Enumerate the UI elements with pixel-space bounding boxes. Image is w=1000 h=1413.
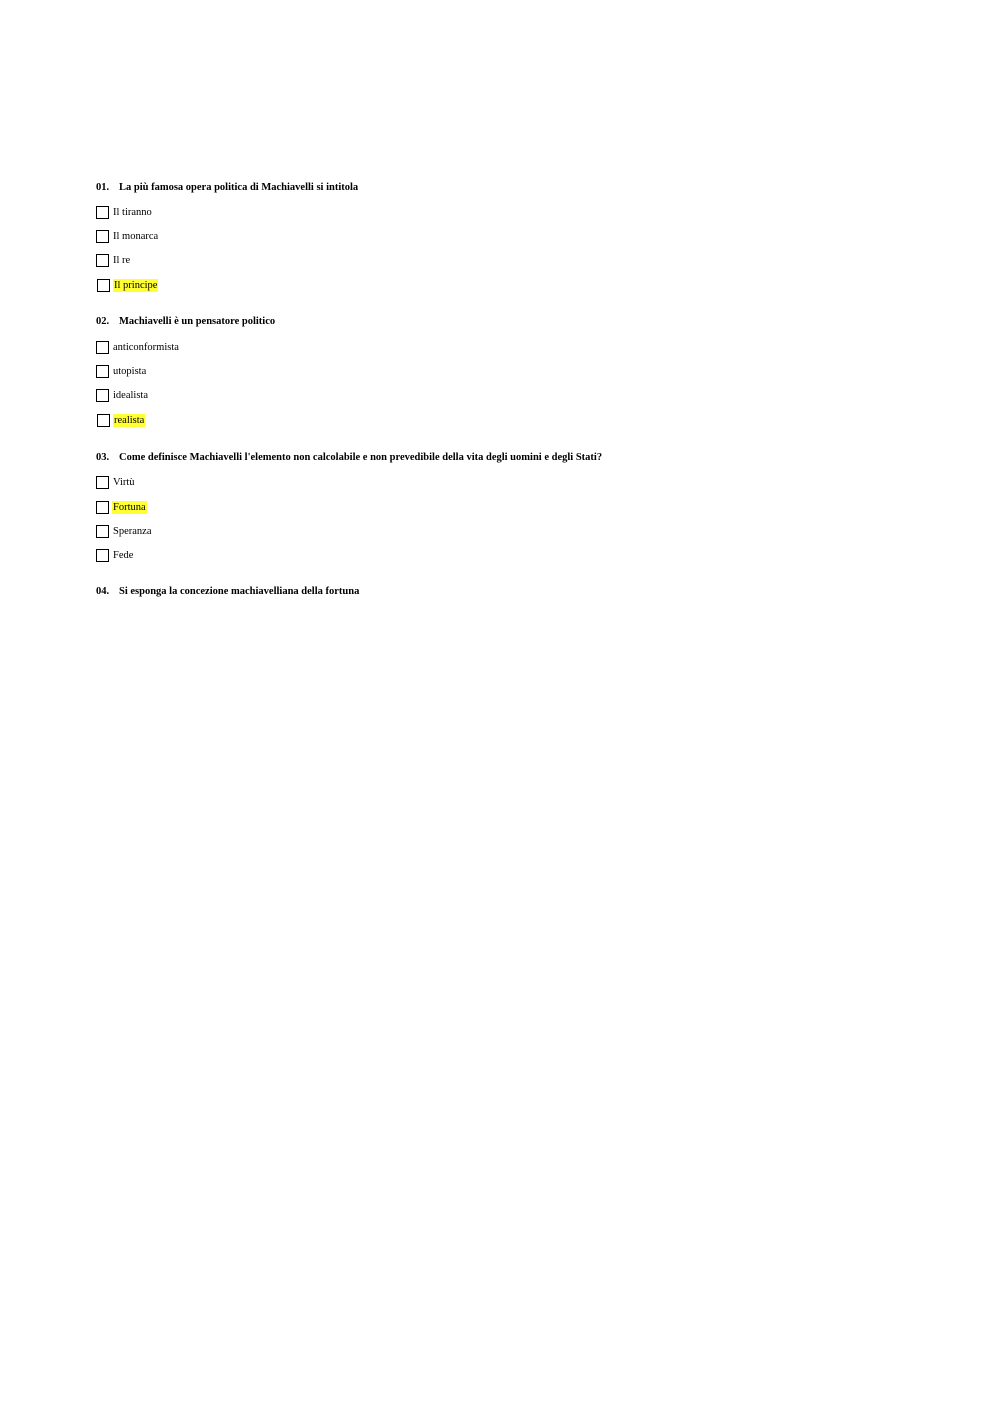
option-label: Fede: [113, 549, 134, 561]
checkbox[interactable]: [96, 476, 109, 489]
option-utopista[interactable]: [96, 363, 147, 379]
checkbox[interactable]: [97, 414, 110, 427]
option-label: Il re: [113, 254, 131, 266]
checkbox[interactable]: [96, 549, 109, 562]
question-text: Si esponga la concezione machiavelliana della fortuna: [119, 586, 360, 597]
option-idealista[interactable]: [96, 387, 149, 403]
checkbox[interactable]: [96, 365, 109, 378]
question-03: [96, 451, 602, 465]
option-il-monarca[interactable]: [96, 228, 159, 244]
checkbox[interactable]: [96, 206, 109, 219]
question-number: 03.: [96, 452, 110, 463]
option-realista[interactable]: [96, 412, 145, 428]
option-label: utopista: [113, 365, 147, 377]
option-label: Il tiranno: [113, 206, 152, 218]
checkbox[interactable]: [96, 501, 109, 514]
option-label-highlighted: Fortuna: [113, 501, 146, 513]
question-02: [96, 315, 275, 329]
option-label: anticonformista: [113, 341, 179, 353]
question-number: 01.: [96, 182, 110, 193]
checkbox[interactable]: [96, 525, 109, 538]
option-label: Speranza: [113, 525, 152, 537]
option-label: idealista: [113, 389, 148, 401]
question-text: Come definisce Machiavelli l'elemento non calcolabile e non prevedibile della vita degli uomini e degli Stati?: [119, 452, 603, 463]
question-number: 02.: [96, 316, 110, 327]
checkbox[interactable]: [96, 341, 109, 354]
question-text: Machiavelli è un pensatore politico: [119, 316, 276, 327]
question-01: [96, 181, 358, 195]
question-number: 04.: [96, 586, 110, 597]
question-04: [96, 585, 359, 599]
option-il-tiranno[interactable]: [96, 204, 153, 220]
option-fortuna[interactable]: [96, 499, 147, 515]
option-label: Il monarca: [113, 230, 159, 242]
checkbox[interactable]: [96, 389, 109, 402]
option-virtu[interactable]: [96, 474, 136, 490]
option-label-highlighted: Il principe: [114, 279, 158, 291]
option-label: Virtù: [113, 476, 135, 488]
option-il-principe[interactable]: [96, 277, 158, 293]
checkbox[interactable]: [96, 254, 109, 267]
option-fede[interactable]: [96, 547, 134, 563]
option-speranza[interactable]: [96, 523, 152, 539]
option-il-re[interactable]: [96, 252, 131, 268]
checkbox[interactable]: [96, 230, 109, 243]
question-text: La più famosa opera politica di Machiavelli si intitola: [119, 182, 359, 193]
option-label-highlighted: realista: [114, 414, 145, 426]
option-anticonformista[interactable]: [96, 339, 180, 355]
checkbox[interactable]: [97, 279, 110, 292]
